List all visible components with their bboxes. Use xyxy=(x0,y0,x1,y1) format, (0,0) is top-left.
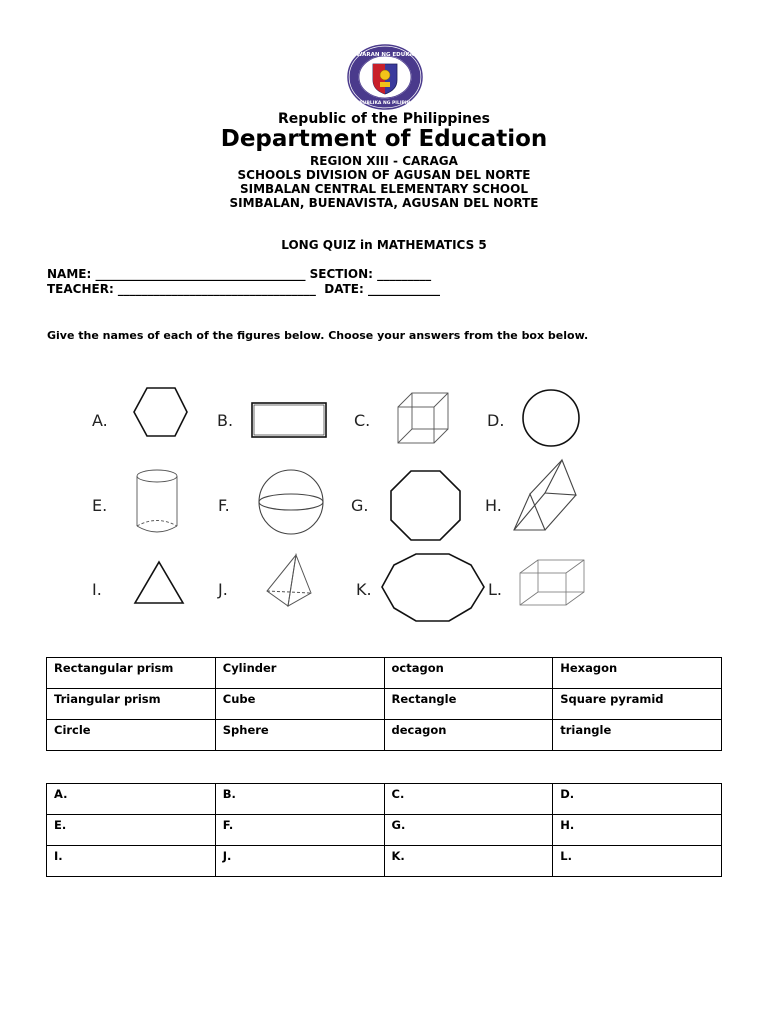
table-row xyxy=(47,689,722,720)
figure-letter-h: H. xyxy=(485,496,502,515)
region-line: REGION XIII - CARAGA xyxy=(310,154,458,168)
figures-panel xyxy=(60,355,620,645)
figure-letter-g: G. xyxy=(351,496,369,515)
department-heading: Department of Education xyxy=(220,126,548,152)
figure-letter-k: K. xyxy=(356,580,372,599)
answer-cell[interactable]: I. xyxy=(47,846,216,877)
answer-cell[interactable]: G. xyxy=(384,815,553,846)
teacher-date-field[interactable]: TEACHER: _________________________________ DATE: ____________ xyxy=(47,282,440,296)
table-row xyxy=(47,784,722,815)
square-pyramid-figure xyxy=(267,555,311,606)
answer-cell[interactable]: D. xyxy=(553,784,722,815)
figure-letter-a: A. xyxy=(92,411,108,430)
figure-letter-f: F. xyxy=(218,496,230,515)
cube-figure xyxy=(398,393,448,443)
table-row xyxy=(47,658,722,689)
answer-cell[interactable]: A. xyxy=(47,784,216,815)
triangle-figure xyxy=(135,562,183,603)
answer-choices-table xyxy=(46,657,722,751)
hexagon-figure xyxy=(134,388,187,436)
answer-cell[interactable]: J. xyxy=(215,846,384,877)
school-line: SIMBALAN CENTRAL ELEMENTARY SCHOOL xyxy=(240,182,528,196)
choice-cell: Rectangular prism xyxy=(47,658,216,689)
name-section-field[interactable]: NAME: ___________________________________ SECTION: _________ xyxy=(47,267,432,281)
figure-letter-j: J. xyxy=(218,580,228,599)
choice-cell: Cylinder xyxy=(215,658,384,689)
choice-cell: Square pyramid xyxy=(553,689,722,720)
choice-cell: decagon xyxy=(384,720,553,751)
figure-letter-e: E. xyxy=(92,496,108,515)
division-line: SCHOOLS DIVISION OF AGUSAN DEL NORTE xyxy=(237,168,531,182)
republic-heading: Republic of the Philippines xyxy=(278,111,490,127)
answer-cell[interactable]: F. xyxy=(215,815,384,846)
cylinder-figure xyxy=(137,470,177,532)
table-row xyxy=(47,815,722,846)
figure-letter-d: D. xyxy=(487,411,505,430)
decagon-figure xyxy=(382,554,484,621)
answer-cell[interactable]: K. xyxy=(384,846,553,877)
triangular-prism-figure xyxy=(514,460,576,530)
sphere-figure xyxy=(259,470,323,534)
choice-cell: octagon xyxy=(384,658,553,689)
circle-figure xyxy=(523,390,579,446)
figure-letter-l: L. xyxy=(488,580,502,599)
figure-letter-b: B. xyxy=(217,411,234,430)
rectangular-prism-figure xyxy=(520,560,584,605)
answer-cell[interactable]: L. xyxy=(553,846,722,877)
choice-cell: triangle xyxy=(553,720,722,751)
choice-cell: Hexagon xyxy=(553,658,722,689)
choice-cell: Cube xyxy=(215,689,384,720)
figure-letter-i: I. xyxy=(92,580,102,599)
choice-cell: Rectangle xyxy=(384,689,553,720)
answer-sheet-table xyxy=(46,783,722,877)
figure-letter-c: C. xyxy=(354,411,371,430)
seal-text-bottom: REPUBLIKA NG PILIPINAS xyxy=(352,101,418,106)
seal-text-top: KAGAWARAN NG EDUKASYON xyxy=(339,52,431,58)
octagon-figure xyxy=(391,471,460,540)
answer-cell[interactable]: H. xyxy=(553,815,722,846)
table-row xyxy=(47,720,722,751)
answer-cell[interactable]: E. xyxy=(47,815,216,846)
address-line: SIMBALAN, BUENAVISTA, AGUSAN DEL NORTE xyxy=(229,196,539,210)
deped-seal-logo xyxy=(339,44,431,110)
answer-cell[interactable]: C. xyxy=(384,784,553,815)
instructions: Give the names of each of the figures below. Choose your answers from the box below. xyxy=(47,329,589,342)
rectangle-figure xyxy=(252,403,326,437)
answer-cell[interactable]: B. xyxy=(215,784,384,815)
choice-cell: Sphere xyxy=(215,720,384,751)
choice-cell: Circle xyxy=(47,720,216,751)
choice-cell: Triangular prism xyxy=(47,689,216,720)
quiz-title: LONG QUIZ in MATHEMATICS 5 xyxy=(281,238,487,252)
table-row xyxy=(47,846,722,877)
